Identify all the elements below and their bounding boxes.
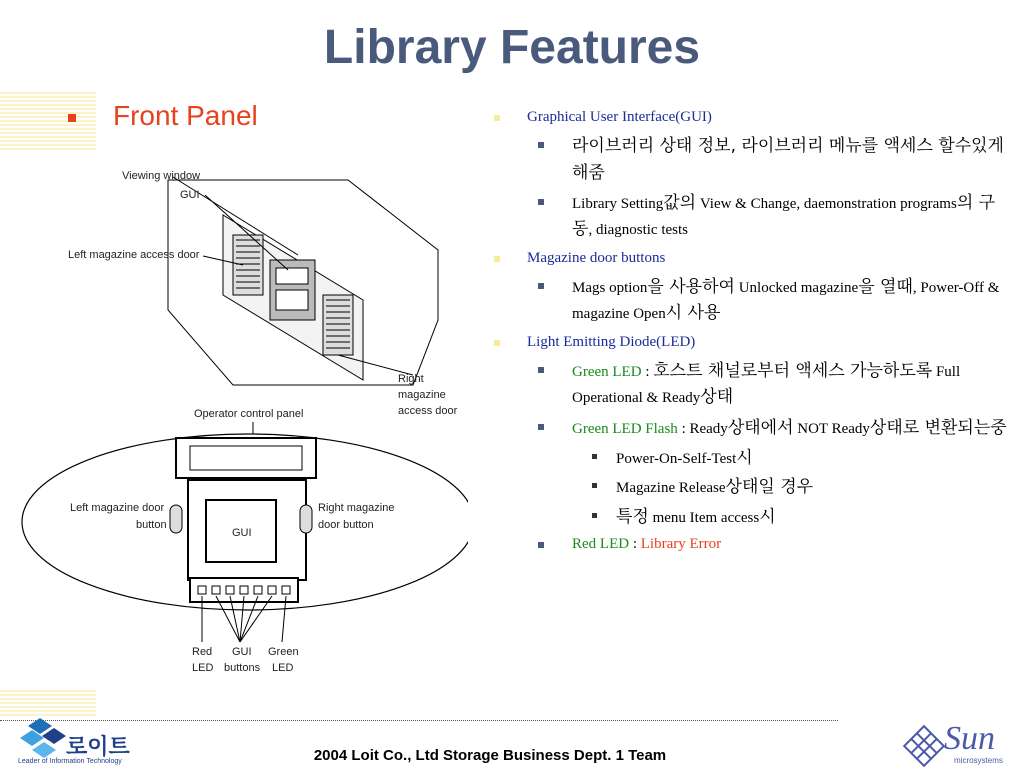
menu-access-text: menu Item access xyxy=(648,509,760,526)
drive-ko: 의 구동 xyxy=(572,192,996,240)
flash-ready: : Ready xyxy=(677,420,728,437)
front-panel-diagram xyxy=(18,150,468,685)
right-door-button-label-1: Right magazine xyxy=(318,502,395,514)
menu-access-ko: 특정 xyxy=(616,506,649,527)
list-item-magazine xyxy=(490,247,1015,270)
bullet-icon xyxy=(538,142,544,148)
library-setting-en: Library Setting xyxy=(572,195,664,212)
diagnostic-text: , diagnostic tests xyxy=(588,222,689,239)
bullet-square-icon xyxy=(68,114,76,122)
magazine-release-ko: 상태일 경우 xyxy=(725,477,814,498)
list-item-red-led xyxy=(490,533,1015,556)
list-item-magazine-release xyxy=(490,474,1015,500)
right-door-label-1: Right xyxy=(398,373,424,385)
bullet-icon xyxy=(592,454,597,459)
bullet-icon xyxy=(538,199,544,205)
bullet-icon xyxy=(494,340,500,346)
magazine-heading: Magazine door buttons xyxy=(527,249,666,266)
left-door-button-label-2: button xyxy=(136,519,167,531)
list-item-led xyxy=(490,331,1015,354)
red-led-label: Red LED xyxy=(572,535,630,552)
library-setting-ko: 값의 xyxy=(663,192,697,213)
sun-logo-text: Sun xyxy=(944,720,995,757)
view-change-text: View & Change, daemonstration programs xyxy=(696,195,957,212)
menu-access-ko-2: 시 xyxy=(759,506,776,527)
decor-stripe-top xyxy=(0,90,96,150)
list-item-library-setting xyxy=(490,190,1015,243)
gui-info-text: 라이브러리 상태 정보, 라이브러리 메뉴를 액세스 할수있게 해줌 xyxy=(572,136,1004,183)
list-item-green-led-flash xyxy=(490,415,1015,441)
gui-buttons-label-2: buttons xyxy=(224,662,261,674)
flash-ko-from: 상태에서 xyxy=(727,417,794,438)
list-item-green-led xyxy=(490,358,1015,411)
green-led-flash-label: Green LED Flash xyxy=(572,420,678,437)
bullet-icon xyxy=(538,283,544,289)
red-led-value: Library Error xyxy=(640,535,722,552)
operator-panel-label: Operator control panel xyxy=(194,408,304,420)
green-led-label-1: Green xyxy=(268,646,299,658)
post-text: Power-On-Self-Test xyxy=(616,450,737,467)
red-led-colon: : xyxy=(629,535,641,552)
bullet-icon xyxy=(592,483,597,488)
gui-heading: Graphical User Interface(GUI) xyxy=(527,109,712,125)
list-item-mags-option xyxy=(490,274,1015,327)
bullet-icon xyxy=(538,542,544,548)
green-led-ko: 호스트 채널로부터 액세스 가능하도록 xyxy=(653,360,933,381)
list-item-gui-info xyxy=(490,133,1015,186)
bullet-icon xyxy=(494,256,500,262)
power-off-text: , Power-Off & magazine Open xyxy=(572,279,1000,323)
right-door-label-3: access door xyxy=(398,405,458,417)
green-led-ko-status: 상태 xyxy=(700,387,734,408)
list-item-post xyxy=(490,445,1015,471)
green-led-label-2: LED xyxy=(272,662,294,674)
bullet-icon xyxy=(592,513,597,518)
right-door-button-label-2: door button xyxy=(318,519,374,531)
screen-gui-label: GUI xyxy=(232,527,252,539)
flash-ko-to: 상태로 변환되는중 xyxy=(869,417,1007,438)
led-heading: Light Emitting Diode(LED) xyxy=(527,333,696,350)
post-ko: 시 xyxy=(736,447,753,468)
gui-label: GUI xyxy=(180,189,200,201)
bullet-icon xyxy=(538,367,544,373)
mags-option-en: Mags option xyxy=(572,279,648,296)
left-door-label: Left magazine access door xyxy=(68,249,200,261)
loit-logo-text: 로이트 xyxy=(66,735,130,760)
left-door-button-label-1: Left magazine door xyxy=(70,502,165,514)
green-led-label: Green LED xyxy=(572,363,642,380)
list-item-menu-access xyxy=(490,504,1015,530)
red-led-label-2: LED xyxy=(192,662,214,674)
right-door-label-2: magazine xyxy=(398,389,446,401)
use-ko: 시 사용 xyxy=(665,303,721,324)
magazine-release-text: Magazine Release xyxy=(616,480,726,497)
gui-buttons-label-1: GUI xyxy=(232,646,252,658)
front-panel-heading: Front Panel xyxy=(113,100,258,131)
flash-not-ready: NOT Ready xyxy=(793,420,870,437)
viewing-window-label: Viewing window xyxy=(122,170,201,182)
list-item-gui xyxy=(490,106,1015,129)
sun-tagline: microsystems xyxy=(954,756,1003,765)
mags-option-ko: 을 사용하여 xyxy=(647,276,735,297)
bullet-icon xyxy=(538,424,544,430)
green-led-colon: : xyxy=(641,363,654,380)
footer-text: 2004 Loit Co., Ltd Storage Business Dept. 1 Team xyxy=(313,747,667,764)
red-led-label-1: Red xyxy=(192,646,213,658)
green-led-en: Full Operational & Ready xyxy=(572,363,961,407)
unlocked-magazine-text: Unlocked magazine xyxy=(734,279,859,296)
open-ko: 을 열때 xyxy=(858,276,913,297)
slide-title: Library Features xyxy=(323,21,701,74)
features-list xyxy=(490,106,1015,560)
loit-tagline: Leader of Information Technology xyxy=(18,758,122,765)
bullet-icon xyxy=(494,115,500,121)
